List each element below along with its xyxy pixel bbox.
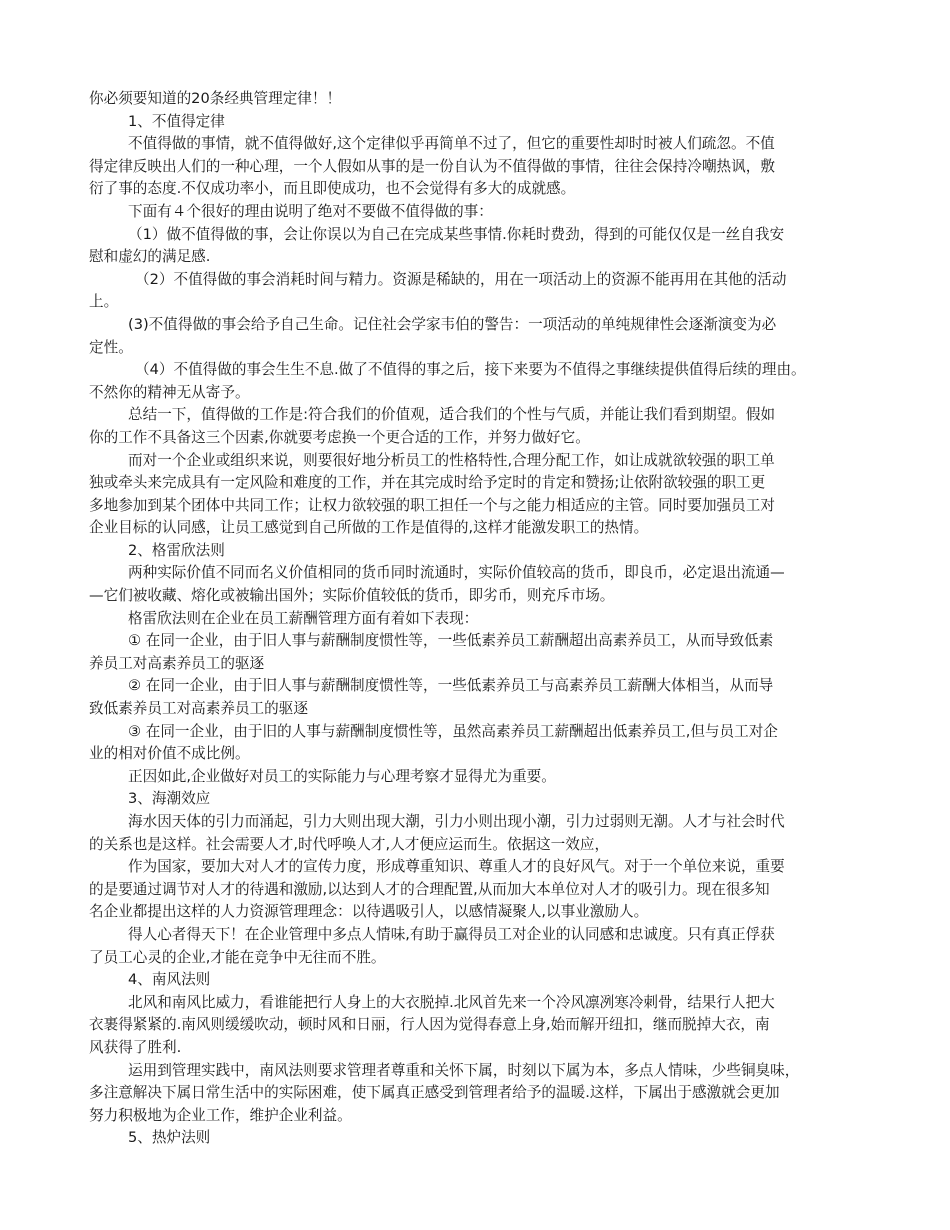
text-line: 风获得了胜利. [89, 1038, 182, 1056]
text-line: 多地参加到某个团体中共同工作；让权力欲较强的职工担任一个与之能力相适应的主管。同时要加强员工对 [89, 496, 775, 514]
text-line: 你的工作不具备这三个因素,你就要考虑换一个更合适的工作，并努力做好它。 [89, 428, 590, 446]
text-line: 格雷欣法则在企业在员工薪酬管理方面有着如下表现： [128, 609, 479, 627]
text-line: 致低素养员工对高素养员工的驱逐 [89, 700, 308, 718]
text-line: 得人心者得天下！在企业管理中多点人情味,有助于赢得员工对企业的认同感和忠诚度。只有真正俘获 [128, 925, 775, 943]
text-line: 独或牵头来完成具有一定风险和难度的工作，并在其完成时给予定时的肯定和赞扬;让依附欲较强的职工更 [89, 474, 766, 492]
text-line: 海水因天体的引力而涌起，引力大则出现大潮，引力小则出现小潮，引力过弱则无潮。人才与社会时代 [128, 813, 785, 830]
document-title: 你必须要知道的20条经典管理定律！！ [89, 90, 342, 107]
text-line: 两种实际价值不同而名义价值相同的货币同时流通时，实际价值较高的货币，即良币，必定退出流通— [128, 564, 785, 582]
text-line: 1、不值得定律 [128, 112, 225, 130]
text-line: （1）做不值得做的事，会让你误以为自己在完成某些事情.你耗时费劲，得到的可能仅仅是一丝自我安 [128, 225, 785, 243]
text-line: 了员工心灵的企业,才能在竞争中无往而不胜。 [89, 948, 386, 966]
text-line: 慰和虚幻的满足感. [89, 248, 211, 266]
text-line: 运用到管理实践中，南风法则要求管理者尊重和关怀下属，时刻以下属为本，多点人情味，少些铜臭味， [128, 1061, 800, 1079]
text-line: 的关系也是这样。社会需要人才,时代呼唤人才,人才便应运而生。依据这一效应， [89, 835, 610, 853]
text-line: （4）不值得做的事会生生不息.做了不值得的事之后，接下来要为不值得之事继续提供值得后续的理由。 [135, 361, 806, 379]
text-line: 作为国家，要加大对人才的宣传力度，形成尊重知识、尊重人才的良好风气。对于一个单位来说，重要 [128, 858, 785, 876]
text-line: 5、热炉法则 [128, 1129, 211, 1147]
text-line: 得定律反映出人们的一种心理，一个人假如从事的是一份自认为不值得做的事情，往往会保持冷嘲热讽，敷 [89, 157, 775, 175]
text-line: 4、南风法则 [128, 971, 211, 989]
text-line: 名企业都提出这样的人力资源管理理念：以待遇吸引人，以感情凝聚人,以事业激励人。 [89, 903, 649, 921]
text-line: 北风和南风比威力，看谁能把行人身上的大衣脱掉.北风首先来一个冷风凛冽寒冷刺骨，结果行人把大 [128, 993, 775, 1011]
text-line: 正因如此,企业做好对员工的实际能力与心理考察才显得尤为重要。 [128, 767, 556, 785]
text-line: 总结一下，值得做的工作是:符合我们的价值观，适合我们的个性与气质，并能让我们看到期望。假如 [128, 406, 776, 424]
text-line: 不值得做的事情，就不值得做好,这个定律似乎再简单不过了，但它的重要性却时时被人们疏忽。不值 [128, 135, 775, 153]
text-line: 定性。 [89, 338, 133, 356]
text-line: 不然你的精神无从寄予。 [89, 383, 250, 401]
text-line: 3、海潮效应 [128, 790, 211, 808]
text-line: ③ 在同一企业，由于旧的人事与薪酬制度惯性等，虽然高素养员工薪酬超出低素养员工,但与员工对企 [128, 722, 778, 740]
text-line: 衍了事的态度.不仅成功率小，而且即使成功，也不会觉得有多大的成就感。 [89, 180, 576, 198]
text-line: 业的相对价值不成比例。 [89, 745, 250, 763]
document-body [89, 88, 864, 1150]
text-line: （2）不值得做的事会消耗时间与精力。资源是稀缺的，用在一项活动上的资源不能再用在其他的活动 [135, 270, 787, 288]
text-line: ① 在同一企业，由于旧人事与薪酬制度惯性等，一些低素养员工薪酬超出高素养员工，从而导致低素 [128, 632, 774, 650]
text-line: 下面有４个很好的理由说明了绝对不要做不值得做的事： [128, 202, 493, 220]
text-line: 养员工对高素养员工的驱逐 [89, 654, 265, 672]
text-line: 而对一个企业或组织来说，则要很好地分析员工的性格特性,合理分配工作，如让成就欲较强的职工单 [128, 451, 775, 469]
text-line: 衣裹得紧紧的.南风则缓缓吹动，顿时风和日丽，行人因为觉得春意上身,始而解开纽扣，继而脱掉大衣，南 [89, 1016, 770, 1034]
text-line: 2、格雷欣法则 [128, 541, 225, 559]
text-line: (3)不值得做的事会给予自己生命。记住社会学家韦伯的警告：一项活动的单纯规律性会逐渐演变为必 [128, 315, 777, 333]
text-line: 企业目标的认同感，让员工感觉到自己所做的工作是值得的,这样才能激发职工的热情。 [89, 519, 649, 537]
text-line: 努力积极地为企业工作，维护企业利益。 [89, 1106, 352, 1124]
text-line: 多注意解决下属日常生活中的实际困难，使下属真正感受到管理者给予的温暖.这样，下属出于感激就会更加 [89, 1084, 780, 1102]
text-line: ② 在同一企业，由于旧人事与薪酬制度惯性等，一些低素养员工与高素养员工薪酬大体相当，从而导 [128, 677, 774, 695]
text-line: 的是要通过调节对人才的待遇和激励,以达到人才的合理配置,从而加大本单位对人才的吸引力。现在很多知 [89, 880, 770, 898]
text-line: —它们被收藏、熔化或被输出国外；实际价值较低的货币，即劣币，则充斥市场。 [89, 587, 615, 605]
text-line: 上。 [89, 293, 119, 311]
